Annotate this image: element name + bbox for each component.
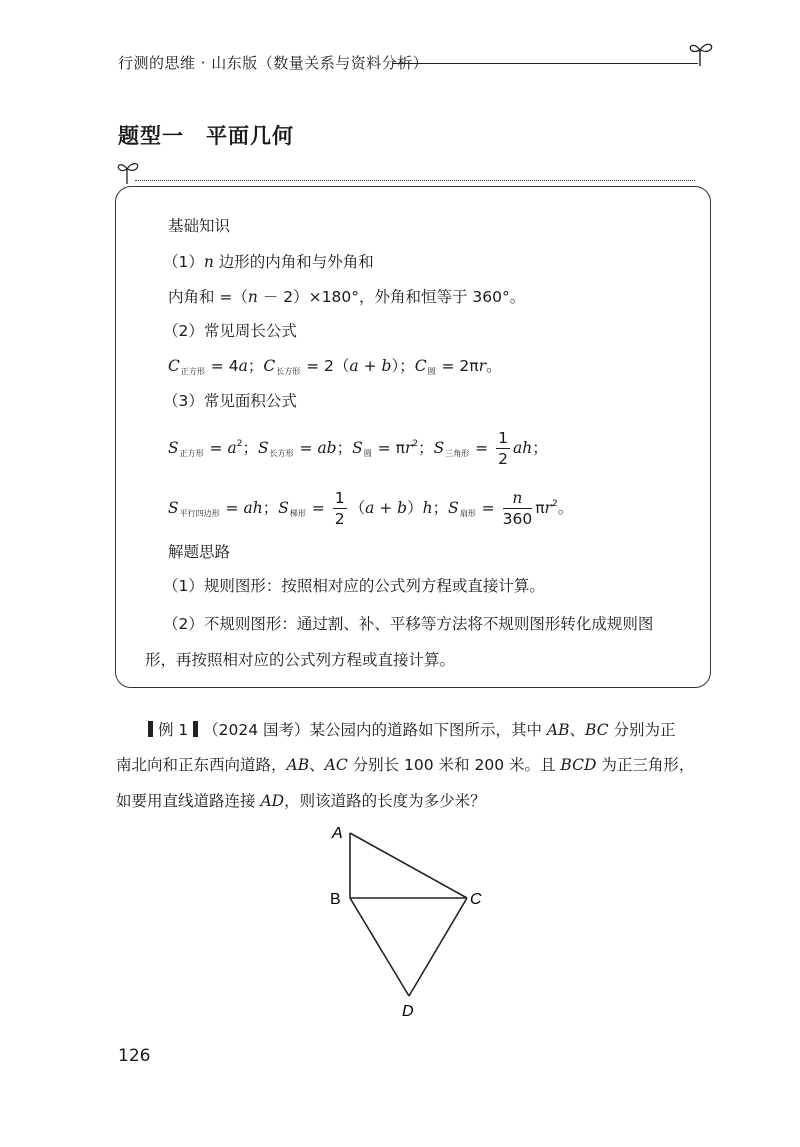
perimeter-formulas: $C_{正方形} = 4a$；$C_{长方形} = 2(a + b)$；$C_圆 = 2\pi r$。 [168, 357, 502, 376]
basic-knowledge-heading: 基础知识 [168, 217, 231, 235]
segment-cd [409, 898, 467, 996]
section-title: 题型一 平面几何 [118, 124, 294, 148]
item3-area-heading: （3）常见面积公式 [163, 392, 297, 410]
angle-sum-formula: 内角和 =（n － 2）×180°，外角和恒等于 360°。 [168, 288, 526, 306]
example-line1: 例 1 （2024 国考）某公园内的道路如下图所示，其中 AB、BC 分别为正 [148, 718, 676, 740]
box-dotted-top-rule [135, 180, 695, 181]
geometry-figure [320, 818, 500, 1023]
example-line2: 南北向和正东西向道路，AB、AC 分别长 100 米和 200 米。且 BCD 为正三角形， [116, 756, 695, 774]
segment-bd [350, 898, 409, 996]
method-regular-shapes: （1）规则图形：按照相对应的公式列方程或直接计算。 [163, 577, 545, 595]
example-marker [148, 721, 153, 737]
running-header-title: 行测的思维 · 山东版（数量关系与资料分析） [118, 54, 429, 72]
segment-ac [350, 833, 467, 898]
header-rule [392, 63, 698, 64]
area-formulas-row2: $S_{平行四边形}$ = ah；$S_{梯形}$ = $\frac{1}{2}$ （a + b）h；$S_{扇形}$ = $\frac{n}{360}$ $\pi r^2$。 [168, 489, 574, 528]
method-heading: 解题思路 [168, 543, 231, 561]
example-label: 例 1 [157, 721, 189, 739]
page-number: 126 [118, 1046, 151, 1066]
fraction-one-half: $\frac{1}{2}$ [334, 489, 345, 528]
sprout-icon [116, 158, 142, 186]
point-label-c: C [470, 891, 482, 908]
sprout-icon [688, 38, 716, 68]
item2-perimeter-heading: （2）常见周长公式 [163, 322, 297, 340]
fraction-n-over-360: $\frac{n}{360}$ [502, 489, 533, 528]
point-label-d: D [402, 1003, 414, 1020]
method-irregular-shapes-line2: 形，再按照相对应的公式列方程或直接计算。 [145, 651, 456, 669]
example-line3: 如要用直线道路连接 AD，则该道路的长度为多少米？ [116, 792, 486, 810]
item1-polygon-angles: （1）n 边形的内角和与外角和 [163, 253, 374, 271]
area-formulas-row1: $S_{正方形} = a^2$；$S_{长方形}$ = ab；$S_圆 = \pi r^2$；$S_{三角形}$ = $\frac{1}{2}$ ah； [168, 429, 548, 468]
example-marker [193, 721, 198, 737]
point-label-b: B [330, 891, 341, 908]
method-irregular-shapes-line1: （2）不规则图形：通过割、补、平移等方法将不规则图形转化成规则图 [163, 615, 654, 633]
fraction-one-half: $\frac{1}{2}$ [498, 429, 508, 468]
point-label-a: A [332, 825, 343, 842]
